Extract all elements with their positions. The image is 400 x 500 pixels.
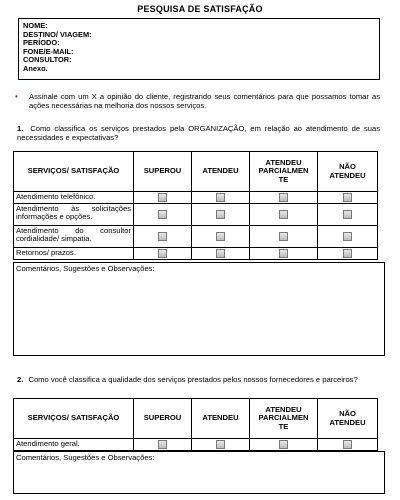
question-1-text: Como classifica os serviços prestados pela ORGANIZAÇÃO, em relação ao atendimento de suas necessidades e expectativas? xyxy=(17,124,380,143)
header-servicos: SERVIÇOS/ SATISFAÇÃO xyxy=(14,152,134,192)
checkbox[interactable] xyxy=(279,440,288,449)
table-header-row xyxy=(14,399,378,439)
question-2 xyxy=(17,375,380,384)
checkbox[interactable] xyxy=(158,193,167,202)
checkbox[interactable] xyxy=(158,210,167,219)
question-2-text: Como você classifica a qualidade dos serviços prestados pelos nossos fornecedores e parceiros? xyxy=(28,375,358,384)
table-row xyxy=(14,439,378,451)
checkbox[interactable] xyxy=(216,210,225,219)
instruction xyxy=(15,92,380,110)
table-header-row xyxy=(14,152,378,192)
table-row xyxy=(14,226,378,248)
checkbox[interactable] xyxy=(279,232,288,241)
consultor-label: CONSULTOR: xyxy=(23,55,72,65)
survey-table-2 xyxy=(13,398,378,451)
checkbox[interactable] xyxy=(343,249,352,258)
checkbox[interactable] xyxy=(216,249,225,258)
nome-label: NOME: xyxy=(23,21,48,30)
checkbox[interactable] xyxy=(158,440,167,449)
header-superou: SUPEROU xyxy=(134,399,192,439)
fone-label: FONE/E-MAIL: xyxy=(23,46,74,56)
checkbox[interactable] xyxy=(279,210,288,219)
question-1 xyxy=(17,124,380,142)
table-row xyxy=(14,248,378,260)
checkbox[interactable] xyxy=(343,193,352,202)
checkbox[interactable] xyxy=(343,440,352,449)
row-label: Atendimento às solicitações informações e opções. xyxy=(14,204,134,226)
comments-box-2[interactable] xyxy=(13,451,385,494)
header-superou: SUPEROU xyxy=(134,152,192,192)
question-2-number: 2. xyxy=(17,375,24,384)
checkbox[interactable] xyxy=(158,232,167,241)
survey-table-1 xyxy=(13,151,378,260)
comments-label: Comentários, Sugestões e Observações: xyxy=(16,453,155,462)
header-atendeu-parcialmente: ATENDEU PARCIALMEN TE xyxy=(250,152,318,192)
periodo-label: PERÍODO: xyxy=(23,38,60,48)
header-atendeu: ATENDEU xyxy=(192,399,250,439)
checkbox[interactable] xyxy=(216,193,225,202)
row-label: Atendimento geral. xyxy=(14,439,134,451)
checkbox[interactable] xyxy=(343,232,352,241)
client-info-box xyxy=(18,18,380,80)
header-servicos: SERVIÇOS/ SATISFAÇÃO xyxy=(14,399,134,439)
checkbox[interactable] xyxy=(279,193,288,202)
instruction-text: Assinale com um X a opinião do cliente, registrando seus comentários para que possamos tomar as ações necessárias na melhoria dos nossos serviços. xyxy=(29,92,380,111)
bullet-icon: • xyxy=(15,92,18,101)
comments-box-1[interactable] xyxy=(13,262,385,356)
row-label: Atendimento do consultor cordialidade/ simpatia. xyxy=(14,226,134,248)
checkbox[interactable] xyxy=(216,232,225,241)
header-nao-atendeu: NÃO ATENDEU xyxy=(318,399,378,439)
row-label: Atendimento telefônico. xyxy=(14,192,134,204)
anexo-label: Anexo. xyxy=(23,63,48,73)
checkbox[interactable] xyxy=(216,440,225,449)
checkbox[interactable] xyxy=(158,249,167,258)
header-atendeu: ATENDEU xyxy=(192,152,250,192)
checkbox[interactable] xyxy=(343,210,352,219)
comments-label: Comentários, Sugestões e Observações: xyxy=(16,264,155,273)
header-nao-atendeu: NÃO ATENDEU xyxy=(318,152,378,192)
destino-label: DESTINO/ VIAGEM: xyxy=(23,29,92,39)
checkbox[interactable] xyxy=(279,249,288,258)
table-row xyxy=(14,192,378,204)
question-1-number: 1. xyxy=(17,124,24,133)
row-label: Retornos/ prazos. xyxy=(14,248,134,260)
header-atendeu-parcialmente: ATENDEU PARCIALMEN TE xyxy=(250,399,318,439)
page-title: PESQUISA DE SATISFAÇÃO xyxy=(137,4,263,14)
table-row xyxy=(14,204,378,226)
